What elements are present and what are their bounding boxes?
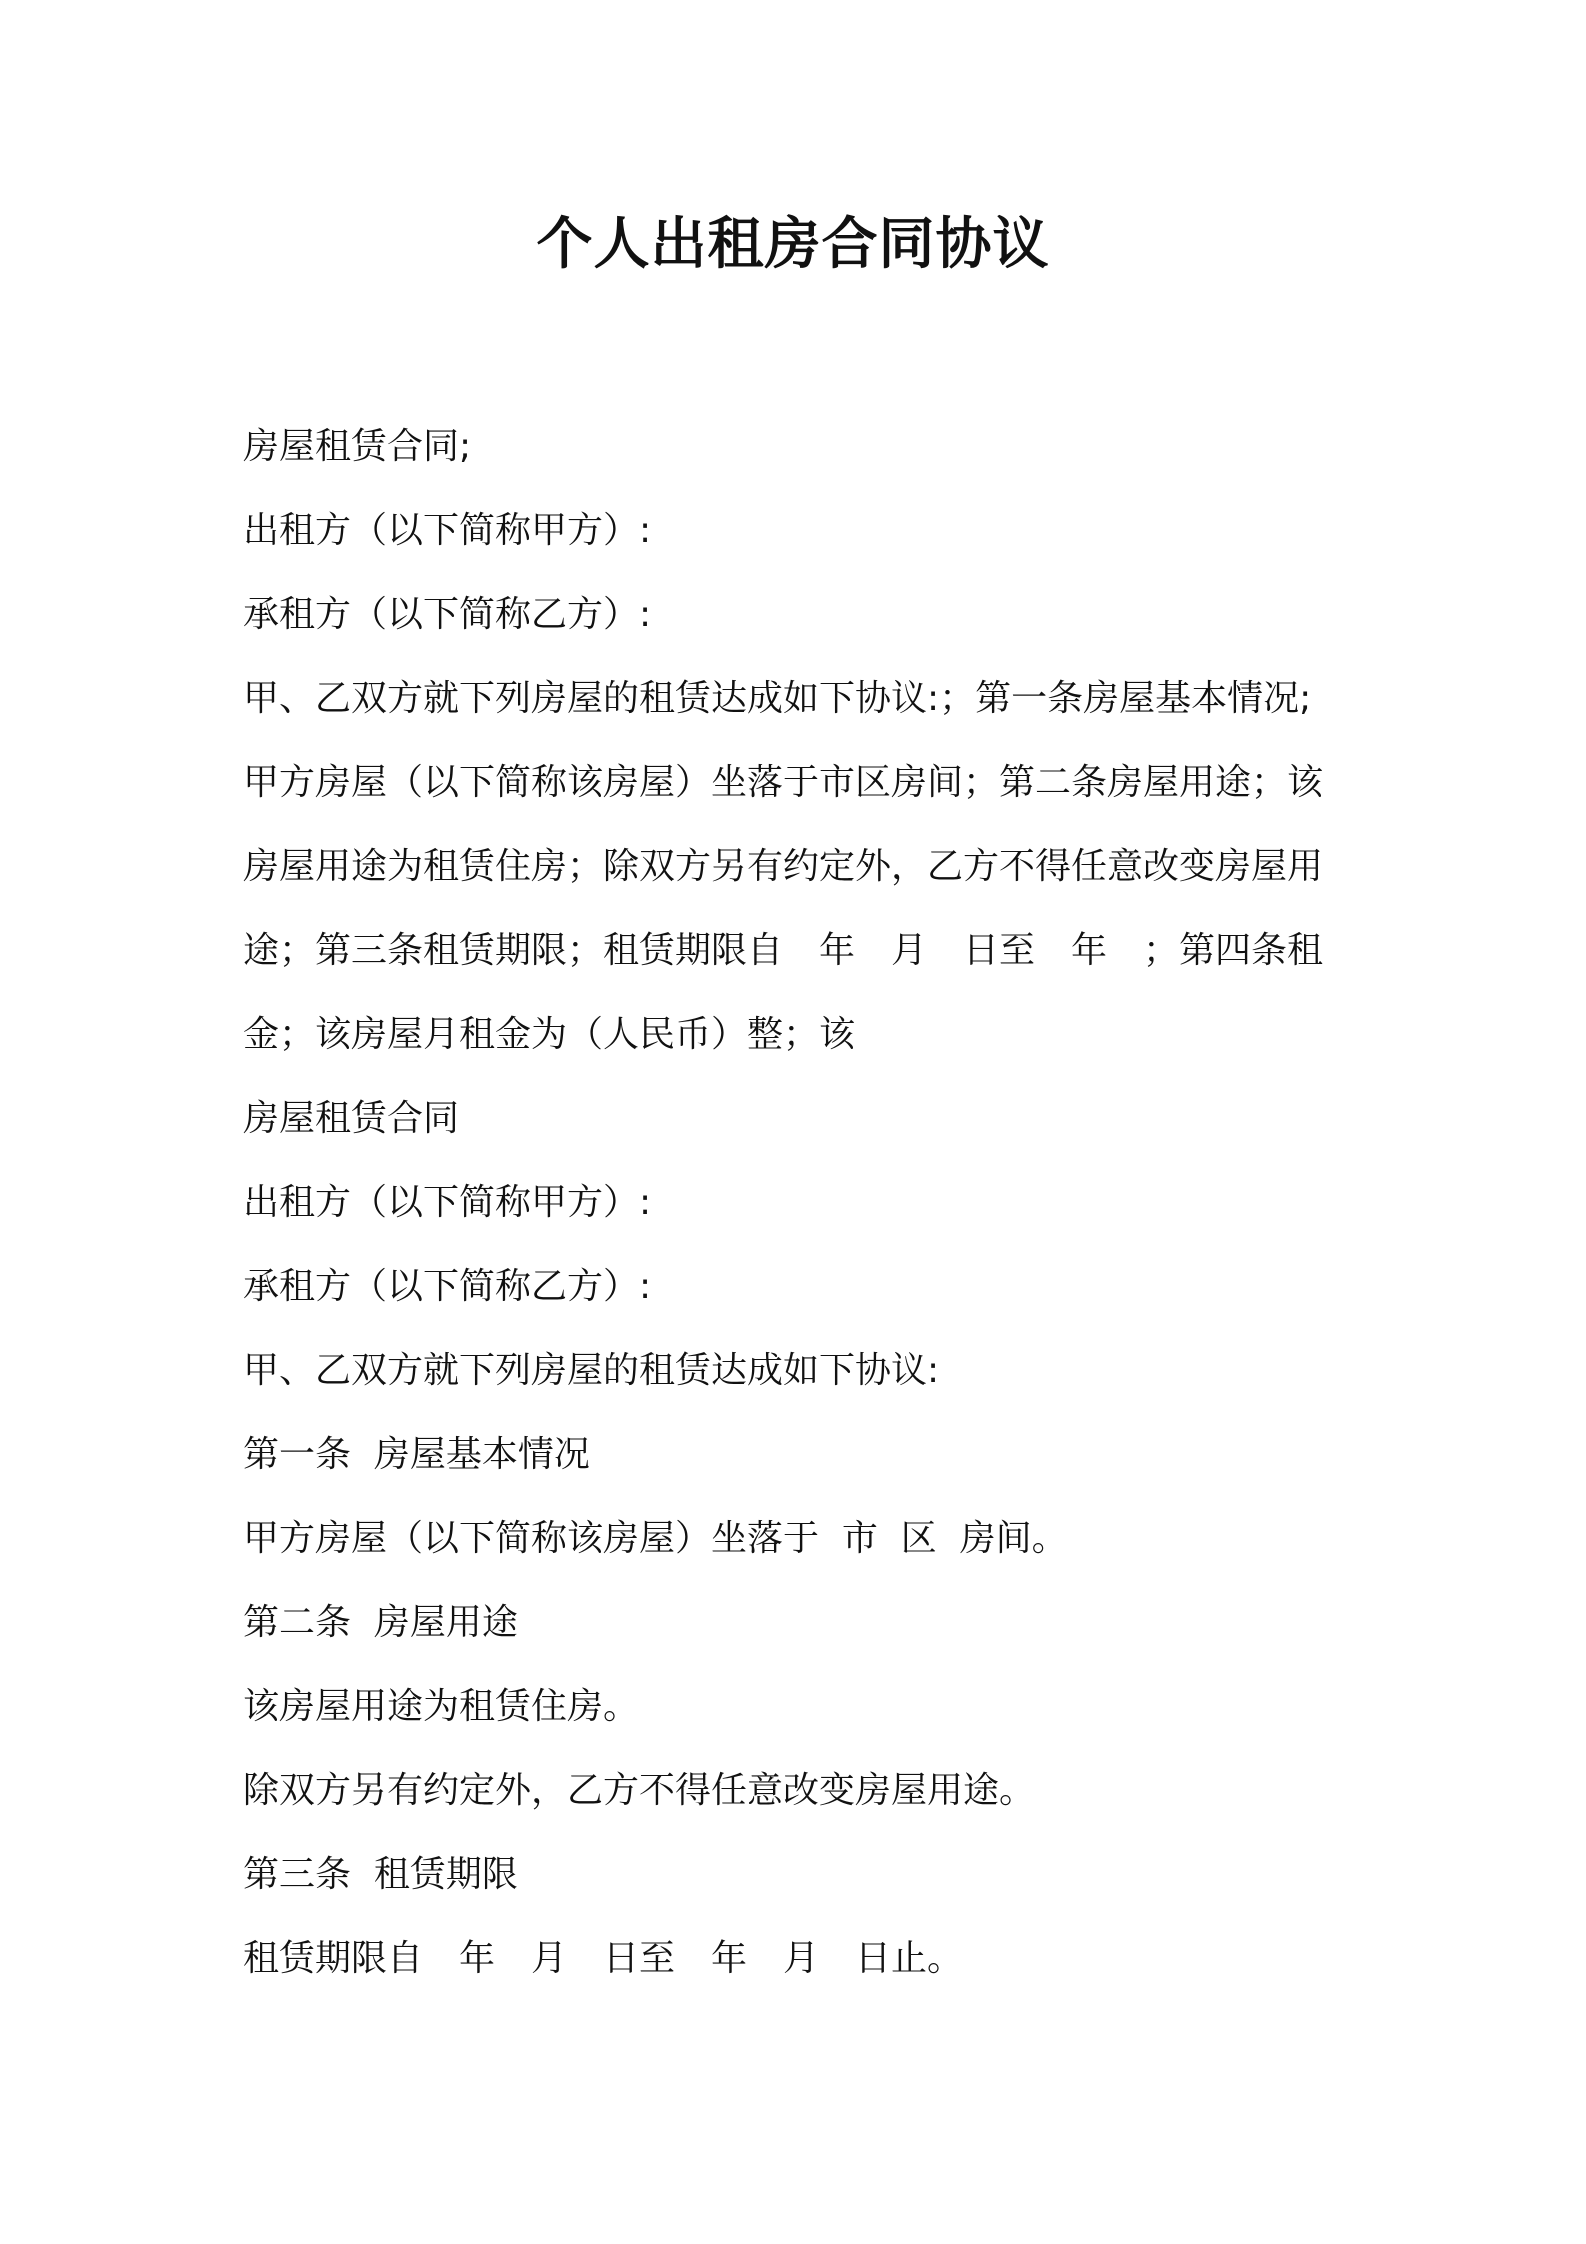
text-line: 第二条 房屋用途 bbox=[243, 1602, 518, 1643]
text-line: 第一条 房屋基本情况 bbox=[243, 1434, 590, 1475]
text-line: 除双方另有约定外，乙方不得任意改变房屋用途。 bbox=[243, 1770, 1036, 1811]
text-line: 房屋租赁合同 bbox=[243, 1098, 460, 1139]
text-line: 出租方（以下简称甲方）: bbox=[243, 510, 652, 551]
text-line: 租赁期限自 年 月 日至 年 月 日止。 bbox=[243, 1938, 964, 1979]
text-line: 甲、乙双方就下列房屋的租赁达成如下协议:；第一条房屋基本情况; bbox=[243, 678, 1312, 719]
text-line: 甲方房屋（以下简称该房屋）坐落于 市 区 房间。 bbox=[243, 1518, 1068, 1559]
text-line: 甲方房屋（以下简称该房屋）坐落于市区房间；第二条房屋用途；该 bbox=[243, 762, 1324, 803]
text-line: 第三条 租赁期限 bbox=[243, 1854, 518, 1895]
text-line: 承租方（以下简称乙方）: bbox=[243, 594, 652, 635]
text-line: 金；该房屋月租金为（人民币）整；该 bbox=[243, 1014, 856, 1055]
document-body bbox=[243, 405, 1373, 2001]
text-line: 承租方（以下简称乙方）: bbox=[243, 1266, 652, 1307]
text-line: 甲、乙双方就下列房屋的租赁达成如下协议: bbox=[243, 1350, 940, 1391]
text-line: 该房屋用途为租赁住房。 bbox=[243, 1686, 640, 1727]
text-line: 途；第三条租赁期限；租赁期限自 年 月 日至 年 ；第四条租 bbox=[243, 930, 1324, 971]
text-line: 房屋用途为租赁住房；除双方另有约定外，乙方不得任意改变房屋用 bbox=[243, 846, 1324, 887]
document-title: 个人出租房合同协议 bbox=[536, 212, 1050, 277]
text-line: 房屋租赁合同; bbox=[243, 426, 472, 467]
text-line: 出租方（以下简称甲方）: bbox=[243, 1182, 652, 1223]
